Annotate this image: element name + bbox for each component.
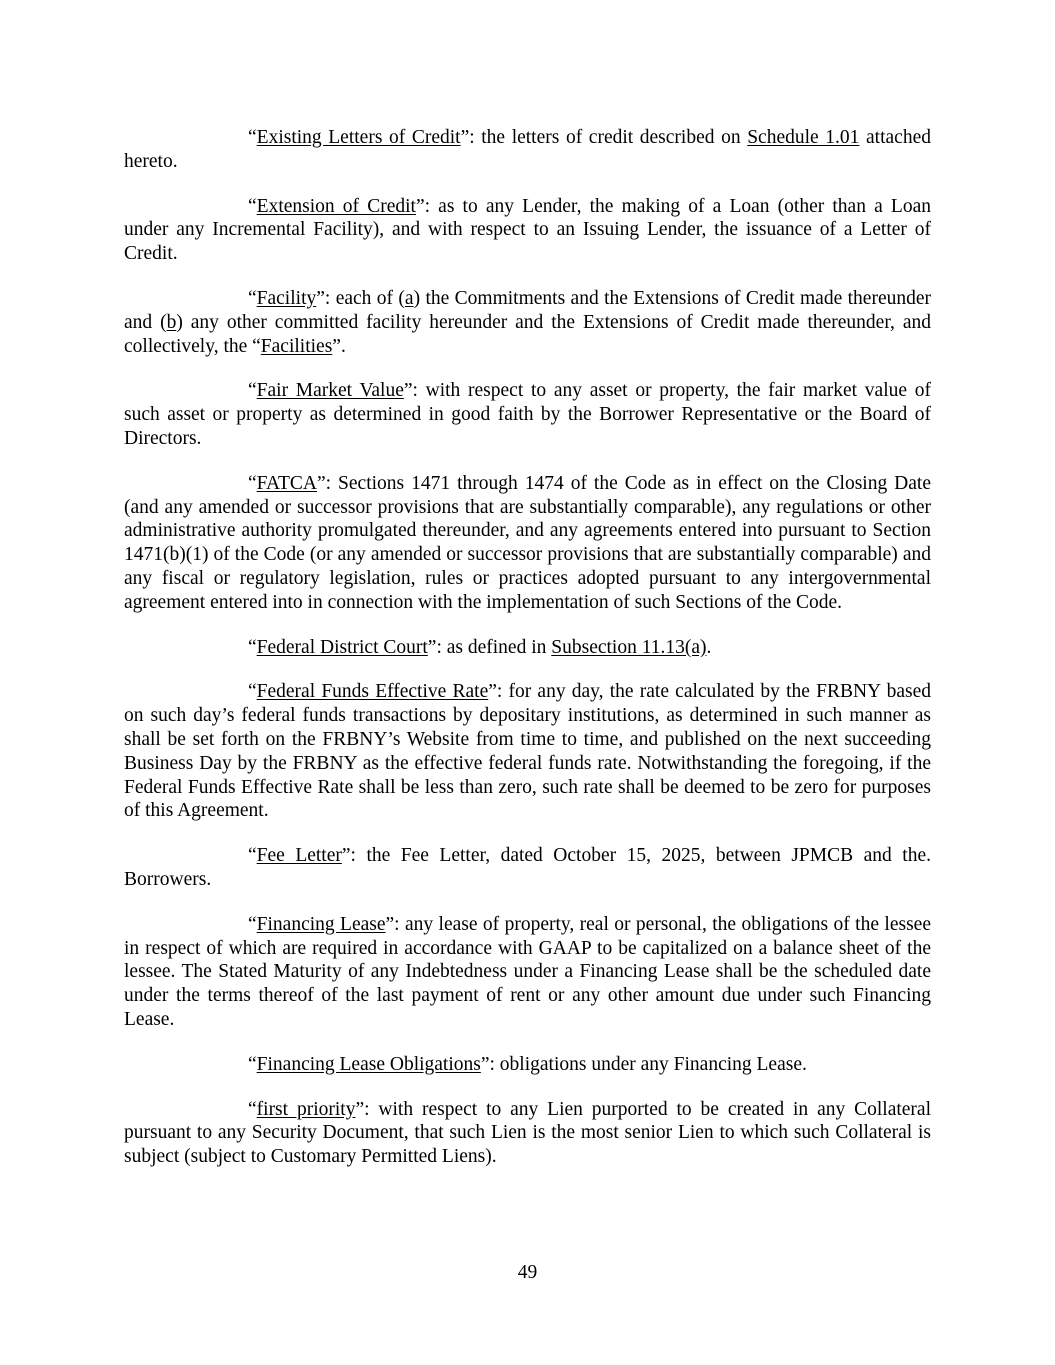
defined-term: Extension of Credit [256, 195, 416, 217]
defined-term: Fair Market Value [256, 380, 404, 402]
definition-paragraph-first-priority [124, 1098, 931, 1169]
text-segment: “ [248, 1053, 257, 1075]
defined-term: Federal District Court [256, 636, 428, 658]
defined-term: Schedule 1.01 [747, 127, 860, 148]
text-segment: ”: with respect to any Lien purported to be created in any Collateral pursuant to any Security Document, that such Lien is the most senior Lien to which such Collateral is subject (subject to Customary Permitted Liens). [124, 1098, 931, 1168]
text-segment: ”: obligations under any Financing Lease. [480, 1053, 807, 1075]
text-segment: ”. [332, 335, 346, 357]
text-segment: “ [248, 127, 257, 148]
defined-term: b [166, 311, 177, 333]
text-segment: ”: as defined in [427, 636, 552, 658]
text-segment: ”: the Fee Letter, dated October 15, 2025, between JPMCB and the. Borrowers. [124, 845, 931, 890]
text-segment: . [706, 636, 712, 658]
defined-term: Fee Letter [256, 845, 342, 867]
defined-term: first priority [256, 1098, 356, 1120]
definition-paragraph-fee-letter [124, 844, 931, 892]
text-segment: “ [248, 195, 257, 217]
text-segment: ”: for any day, the rate calculated by the FRBNY based on such day’s federal funds transactions by depositary institutions, as determined in such manner as shall be set forth on the FRBNY’s Website from time to time, and published on the next succeeding Business Day by the FRBNY as the effective federal funds rate. Notwithstanding the foregoing, if the Federal Funds Effective Rate shall be less than zero, such rate shall be deemed to be zero for purposes of this Agreement. [124, 681, 931, 822]
text-segment: “ [248, 636, 257, 658]
text-segment: “ [248, 380, 257, 402]
definition-paragraph-facility [124, 287, 931, 358]
defined-term: Financing Lease Obligations [256, 1053, 481, 1075]
text-segment: ”: with respect to any asset or property, the fair market value of such asset or property as determined in good faith by the Borrower Representative or the Board of Directors. [124, 380, 931, 449]
page-number: 49 [517, 1262, 538, 1284]
defined-term: Financing Lease [256, 913, 386, 935]
definition-paragraph-existing-letters-of-credit [124, 126, 931, 174]
defined-term: FATCA [256, 472, 317, 494]
definition-paragraph-financing-lease-obligations [124, 1053, 931, 1077]
text-segment: “ [248, 287, 257, 309]
text-segment: ”: each of ( [316, 287, 405, 309]
text-segment: “ [248, 1098, 257, 1120]
document-body [124, 126, 931, 1169]
text-segment: “ [248, 472, 257, 494]
defined-term: Facilities [260, 335, 333, 357]
text-segment: attached hereto. [124, 127, 931, 172]
text-segment: ”: Sections 1471 through 1474 of the Code as in effect on the Closing Date (and any amended or successor provisions that are substantially comparable), any regulations or other administrative authority promulgated thereunder, and any agreements entered into pursuant to Section 1471(b)(1) of the Code (or any amended or successor provisions that are substantially comparable) and any fiscal or regulatory legislation, rules or practices adopted pursuant to any intergovernmental agreement entered into in connection with the implementation of such Sections of the Code. [124, 472, 931, 613]
text-segment: “ [248, 845, 257, 867]
defined-term: a [404, 287, 414, 309]
text-segment: ”: the letters of credit described on [460, 127, 748, 148]
definition-paragraph-fair-market-value [124, 379, 931, 450]
text-segment: ) the Commitments and the Extensions of Credit made thereunder and ( [124, 287, 931, 333]
definition-paragraph-extension-of-credit [124, 195, 931, 266]
defined-term: Subsection 11.13(a) [551, 636, 707, 658]
text-segment: ”: any lease of property, real or personal, the obligations of the lessee in respect of which are required in accordance with GAAP to be capitalized on a balance sheet of the lessee. The Stated Maturity of any Indebtedness under a Financing Lease shall be the scheduled date under the terms thereof of the last payment of rent or any other amount due under such Financing Lease. [124, 913, 931, 1030]
defined-term: Federal Funds Effective Rate [256, 681, 489, 703]
definition-paragraph-federal-funds-effective-rate [124, 680, 931, 823]
definition-paragraph-financing-lease [124, 913, 931, 1032]
text-segment: ) any other committed facility hereunder and the Extensions of Credit made thereunder, and collectively, the “ [124, 311, 931, 357]
definition-paragraph-federal-district-court [124, 636, 931, 660]
defined-term: Facility [256, 287, 317, 309]
text-segment: “ [248, 913, 257, 935]
definition-paragraph-fatca [124, 472, 931, 615]
text-segment: “ [248, 681, 257, 703]
text-segment: ”: as to any Lender, the making of a Loan (other than a Loan under any Incremental Facility), and with respect to an Issuing Lender, the issuance of a Letter of Credit. [124, 195, 931, 265]
defined-term: Existing Letters of Credit [256, 127, 461, 148]
